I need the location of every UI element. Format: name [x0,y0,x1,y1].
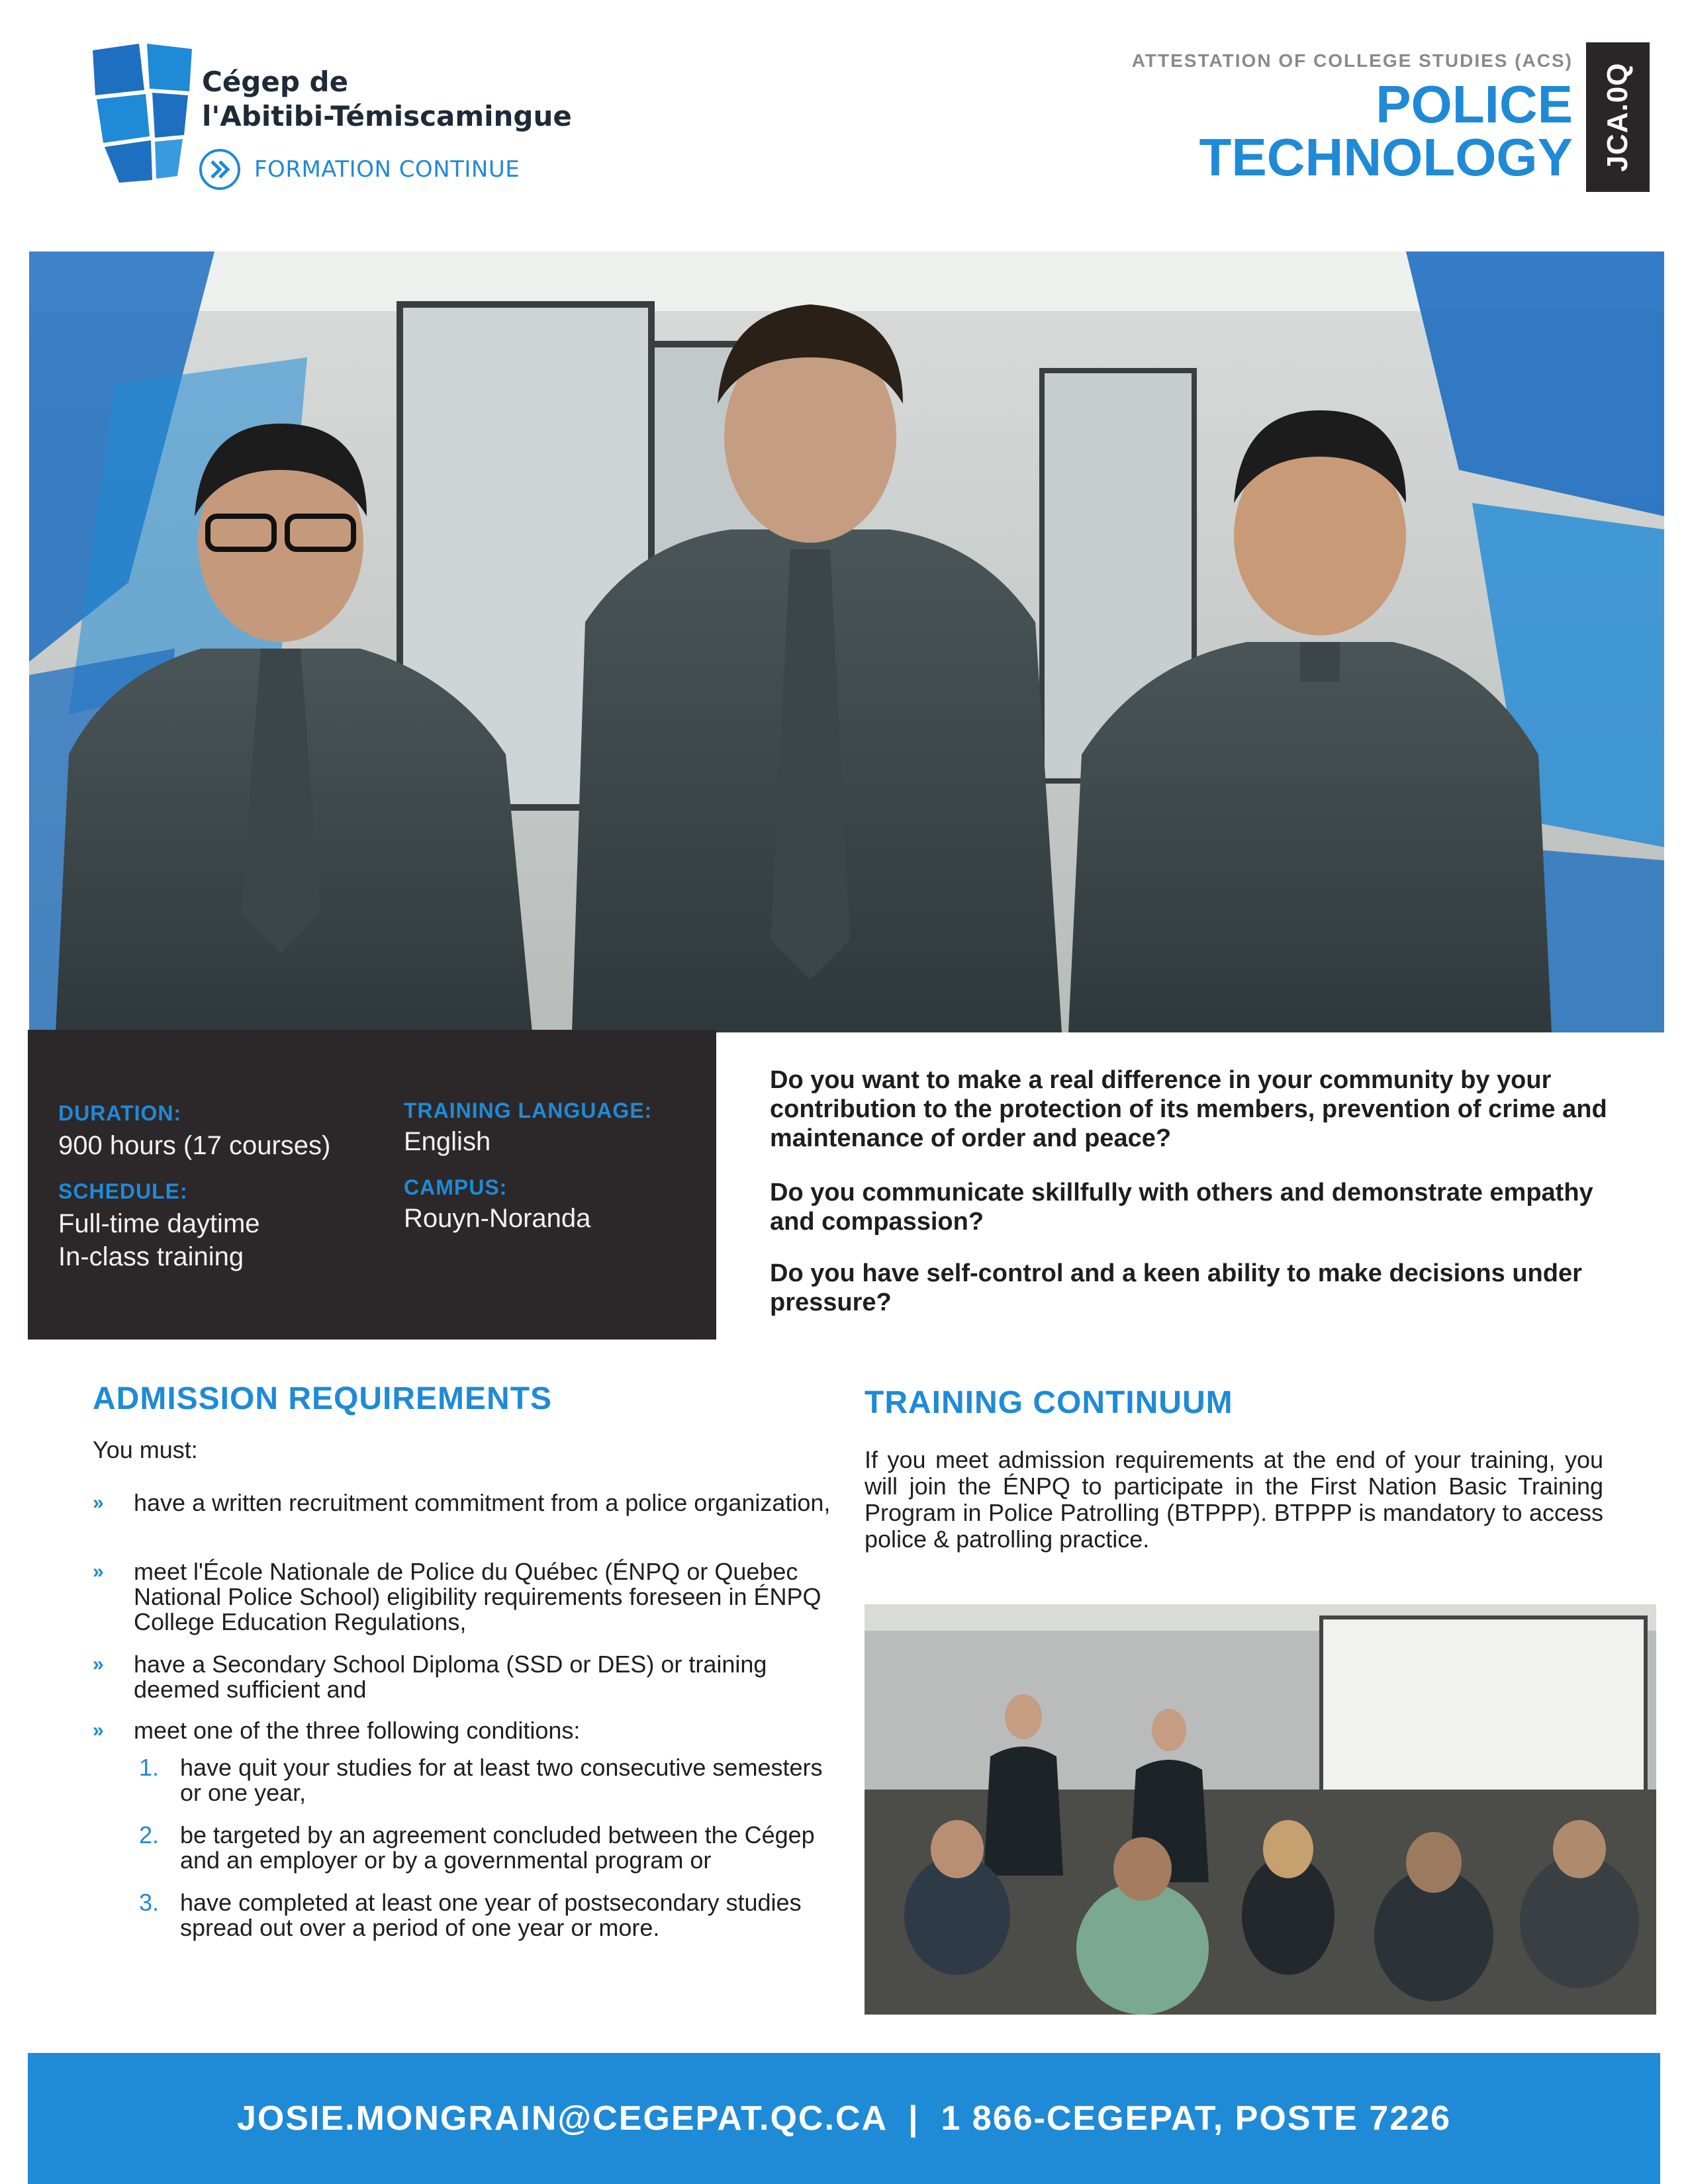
duration-label: DURATION: [58,1101,182,1125]
acs-label: ATTESTATION OF COLLEGE STUDIES (ACS) [1131,50,1573,71]
duration-value: 900 hours (17 courses) [58,1131,331,1160]
contact-footer [28,2053,1660,2184]
cegep-logo-icon [93,44,199,183]
admission-item-text: meet one of the three following conditions: [134,1717,581,1744]
admission-item [93,1652,841,1702]
condition-item [139,1755,841,1805]
question-communication: Do you communicate skillfully with others and demonstrate empathy and compassion? [770,1179,1593,1236]
admission-item-text: have a written recruitment commitment from a police organization, [134,1489,831,1516]
program-code: JCA.0Q [1601,62,1634,172]
continuum-text: If you meet admission requirements at the end of your training, you will join the ÉNPQ to participate in the First Nation Basic Training Program in Police Patrolling (BTPPP). BTPPP is mandatory to access police & patrolling practice. [865,1446,1603,1553]
campus-value: Rouyn-Noranda [404,1204,591,1233]
admission-item-text: meet l'École Nationale de Police du Québec (ÉNPQ or Quebec National Police School) eligibility requirements foreseen in ÉNPQ College Education Regulations, [134,1558,821,1635]
schedule-label: SCHEDULE: [58,1179,188,1203]
bullet-chevron-icon: » [93,1653,104,1675]
formation-continue-label: FORMATION CONTINUE [254,156,520,183]
condition-number: 1. [139,1754,160,1781]
admission-heading: ADMISSION REQUIREMENTS [93,1381,553,1416]
question-self-control: Do you have self-control and a keen ability to make decisions under pressure? [770,1259,1582,1316]
contact-info[interactable]: JOSIE.MONGRAIN@CEGEPAT.QC.CA | 1 866-CEGEPAT, POSTE 7226 [236,2099,1452,2138]
program-code-box [1586,42,1650,192]
language-label: TRAINING LANGUAGE: [404,1099,653,1122]
schedule-value-line1: Full-time daytime [58,1209,260,1238]
formation-continue [199,148,520,191]
continuum-heading: TRAINING CONTINUUM [865,1385,1233,1420]
classroom-photo [865,1604,1656,2015]
program-title [1199,75,1573,187]
institution-name-line1: Cégep de [202,66,349,98]
hero-photo-three-officers [29,251,1664,1032]
condition-text: be targeted by an agreement concluded between the Cégep and an employer or by a governmental program or [180,1821,815,1874]
condition-number: 3. [139,1889,160,1916]
question-community: Do you want to make a real difference in your community by your contribution to the protection of its members, prevention of crime and maintenance of order and peace? [770,1066,1607,1152]
condition-number: 2. [139,1821,160,1848]
admission-item [93,1490,841,1516]
program-title-line2: TECHNOLOGY [1199,128,1573,187]
condition-item [139,1823,841,1873]
admission-item [93,1559,841,1635]
double-chevron-icon [199,148,241,191]
language-value: English [404,1127,491,1156]
admission-item [93,1718,841,1743]
schedule-value-line2: In-class training [58,1242,244,1271]
bullet-chevron-icon: » [93,1719,104,1741]
campus-label: CAMPUS: [404,1175,508,1199]
condition-text: have completed at least one year of postsecondary studies spread out over a period of one year or more. [180,1889,802,1941]
institution-name-line2: l'Abitibi-Témiscamingue [202,100,572,132]
condition-item [139,1890,841,1940]
program-info-box [28,1030,716,1340]
condition-text: have quit your studies for at least two consecutive semesters or one year, [180,1754,823,1806]
program-title-line1: POLICE [1376,75,1573,134]
admission-item-text: have a Secondary School Diploma (SSD or DES) or training deemed sufficient and [134,1651,767,1703]
institution-name [202,65,572,134]
bullet-chevron-icon: » [93,1492,104,1514]
admission-intro: You must: [93,1436,198,1463]
bullet-chevron-icon: » [93,1561,104,1582]
